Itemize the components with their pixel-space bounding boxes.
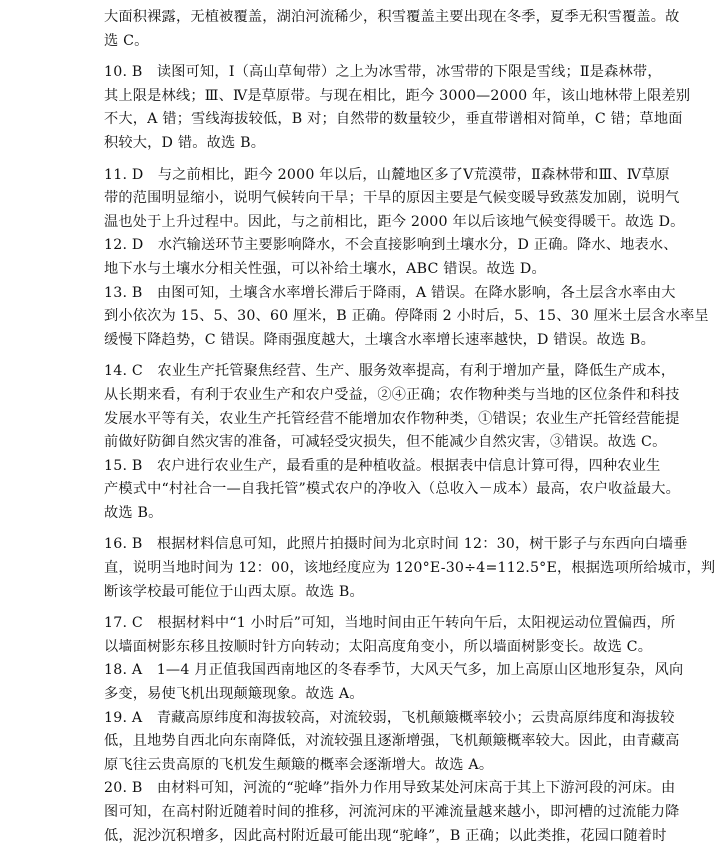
answer-11 bbox=[104, 164, 685, 235]
text-line: 低，且地势自西北向东南降低，对流较强且逐渐增强，飞机颠簸概率较大。因此，由青藏高 bbox=[104, 733, 680, 750]
text-line: 积较大，D 错。故选 B。 bbox=[104, 134, 266, 151]
text-line: 到小依次为 15、5、30、60 厘米，B 正确。停降雨 2 小时后，5、15、30 厘米土层含水率呈 bbox=[104, 308, 709, 325]
text-line: 15. B 农户进行农业生产，最看重的是种植收益。根据表中信息计算可得，四种农业生 bbox=[104, 457, 661, 474]
answer-9-continuation bbox=[104, 6, 680, 53]
text-line: 20. B 由材料可知，河流的“驼峰”指外力作用导致某处河床高于其上下游河段的河床。由 bbox=[104, 780, 676, 797]
text-line: 13. B 由图可知，土壤含水率增长滞后于降雨，A 错误。在降水影响，各土层含水率由大 bbox=[104, 284, 676, 301]
text-line: 19. A 青藏高原纬度和海拔较高，对流较弱，飞机颠簸概率较小；云贵高原纬度和海拔较 bbox=[104, 709, 675, 726]
text-line: 14. C 农业生产托管聚焦经营、生产、服务效率提高，有利于增加产量，降低生产成本， bbox=[104, 363, 676, 380]
text-line: 发展水平等有关，农业生产托管经营不能增加农作物种类，①错误；农业生产托管经营能提 bbox=[104, 410, 680, 427]
answer-10 bbox=[104, 61, 691, 155]
text-line: 大面积裸露，无植被覆盖，湖泊河流稀少，积雪覆盖主要出现在冬季，夏季无积雪覆盖。故 bbox=[104, 9, 680, 25]
answer-18 bbox=[104, 659, 684, 706]
text-line: 前做好防御自然灾害的准备，可减轻受灾损失，但不能减少自然灾害，③错误。故选 C。 bbox=[104, 434, 667, 451]
text-line: 缓慢下降趋势，C 错误。降雨强度越大，土壤含水率增长速率越快，D 错误。故选 B。 bbox=[104, 331, 655, 348]
answer-15 bbox=[104, 455, 681, 526]
text-line: 11. D 与之前相比，距今 2000 年以后，山麓地区多了Ⅴ荒漠带，Ⅱ森林带和Ⅲ、Ⅳ草原 bbox=[104, 166, 670, 183]
text-line: 带的范围明显缩小，说明气候转向干旱；干旱的原因主要是气候变暖导致蒸发加剧，说明气 bbox=[104, 190, 680, 207]
text-line: 10. B 读图可知，Ⅰ（高山草甸带）之上为冰雪带，冰雪带的下限是雪线；Ⅱ是森林带， bbox=[104, 64, 662, 81]
text-line: 18. A 1—4 月正值我国西南地区的冬春季节，大风天气多，加上高原山区地形复杂，风向 bbox=[104, 662, 684, 679]
text-line: 不大，A 错；雪线海拔较低，B 对；自然带的数量较少，垂直带谱相对简单，C 错；草地面 bbox=[104, 111, 683, 128]
text-line: 选 C。 bbox=[104, 32, 149, 49]
text-line: 低，泥沙沉积增多，因此高村附近最可能出现“驼峰”，B 正确；以此类推，花园口随着时 bbox=[104, 827, 667, 844]
text-line: 故选 B。 bbox=[104, 504, 163, 521]
text-line: 从长期来看，有利于农业生产和农户受益，②④正确；农作物种类与当地的区位条件和科技 bbox=[104, 386, 680, 403]
text-line: 原飞往云贵高原的飞机发生颠簸的概率会逐渐增大。故选 A。 bbox=[104, 756, 494, 773]
text-line: 地下水与土壤水分相关性强，可以补给土壤水，ABC 错误。故选 D。 bbox=[104, 260, 546, 277]
answer-14 bbox=[104, 360, 680, 454]
answer-12 bbox=[104, 234, 678, 281]
answer-17 bbox=[104, 612, 676, 659]
text-line: 产模式中“村社合一—自我托管”模式农户的净收入（总收入－成本）最高，农户收益最大。 bbox=[104, 481, 681, 498]
text-line: 17. C 根据材料中“1 小时后”可知，当地时间由正午转向午后，太阳视运动位置偏西，所 bbox=[104, 615, 676, 632]
answer-13 bbox=[104, 282, 709, 353]
text-line: 12. D 水汽输送环节主要影响降水，不会直接影响到土壤水分，D 正确。降水、地表水、 bbox=[104, 237, 678, 254]
text-line: 断该学校最可能位于山西太原。故选 B。 bbox=[104, 583, 364, 600]
text-line: 图可知，在高村附近随着时间的推移，河流河床的平滩流量越来越小，即河槽的过流能力降 bbox=[104, 804, 680, 820]
text-line: 16. B 根据材料信息可知，此照片拍摄时间为北京时间 12：30，树干影子与东西向白墙垂 bbox=[104, 536, 688, 553]
answer-20 bbox=[104, 777, 680, 848]
text-line: 其上限是林线；Ⅲ、Ⅳ是草原带。与现在相比，距今 3000—2000 年，该山地林带上限差别 bbox=[104, 87, 691, 104]
answer-16 bbox=[104, 533, 715, 604]
text-line: 以墙面树影东移且按顺时针方向转动；太阳高度角变小，所以墙面树影变长。故选 C。 bbox=[104, 638, 653, 655]
text-line: 直，说明当地时间为 12：00，该地经度应为 120°E-30÷4=112.5°E，根据选项所给城市，判 bbox=[104, 560, 715, 577]
answer-19 bbox=[104, 707, 680, 778]
text-line: 温也处于上升过程中。因此，与之前相比，距今 2000 年以后该地气候变得暖干。故选 D。 bbox=[104, 213, 685, 230]
text-line: 多变，易使飞机出现颠簸现象。故选 A。 bbox=[104, 686, 364, 703]
